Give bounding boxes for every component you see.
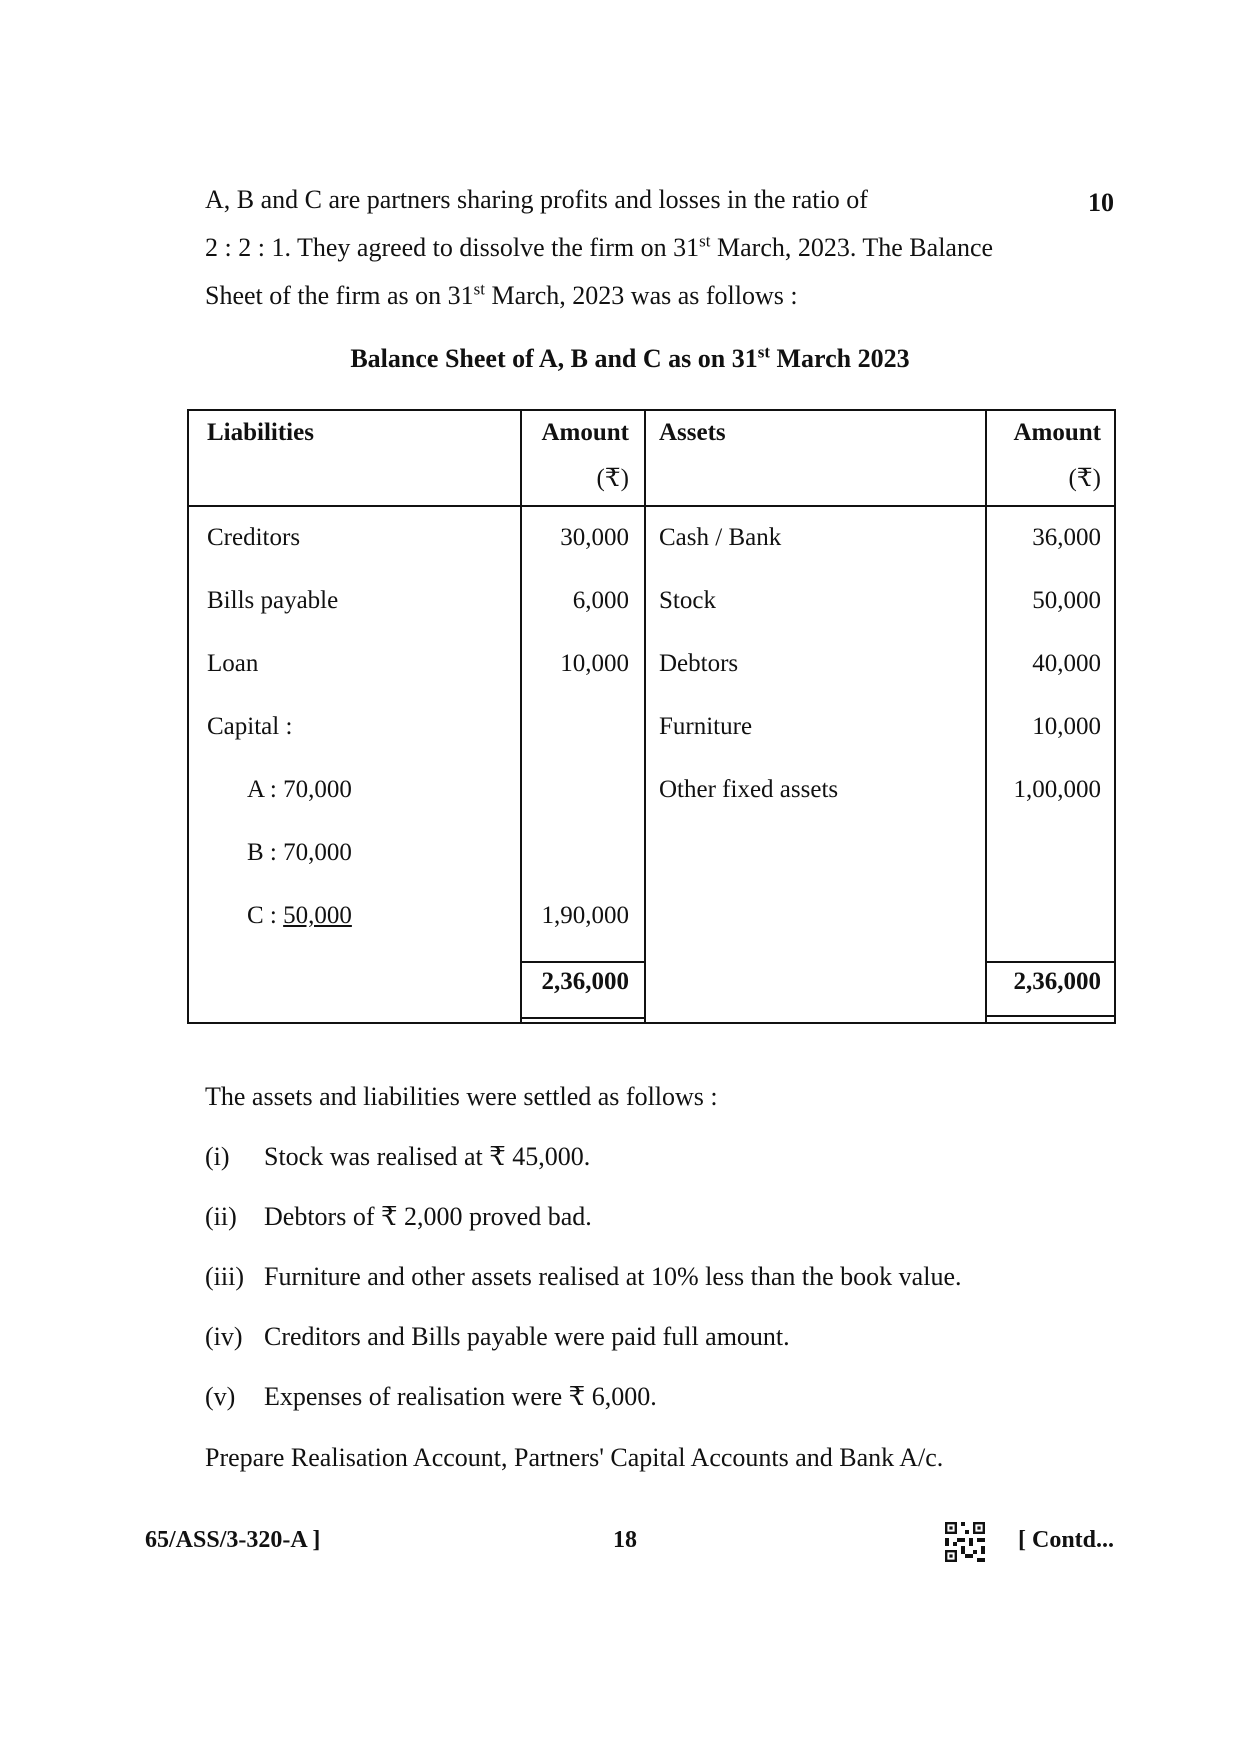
item-text: Debtors of ₹ 2,000 proved bad.: [264, 1202, 592, 1231]
liability-label: Creditors: [207, 524, 301, 551]
liability-label: Bills payable: [207, 587, 339, 614]
total-rule-top: [985, 961, 1116, 963]
item-text: Stock was realised at ₹ 45,000.: [264, 1142, 591, 1171]
page-number: 18: [613, 1527, 637, 1553]
item-number: (iii): [205, 1262, 244, 1291]
header-assets: Assets: [659, 419, 726, 446]
header-liabilities: Liabilities: [207, 419, 314, 446]
instruction: Prepare Realisation Account, Partners' Capital Accounts and Bank A/c.: [205, 1443, 944, 1472]
asset-label: Furniture: [659, 713, 753, 740]
capital-total-amount: 1,90,000: [541, 902, 629, 929]
question-line-1: A, B and C are partners sharing profits and losses in the ratio of: [205, 185, 868, 214]
header-amount-liabilities: Amount: [541, 419, 629, 446]
item-number: (v): [205, 1382, 236, 1411]
asset-amount: 40,000: [1032, 650, 1101, 677]
item-number: (i): [205, 1142, 230, 1171]
liability-label: Capital :: [207, 713, 293, 740]
marks-label: 10: [1088, 188, 1114, 217]
liability-label: Loan: [207, 650, 259, 677]
asset-amount: 10,000: [1032, 713, 1101, 740]
continued-label: [ Contd...: [1018, 1527, 1115, 1553]
header-currency-liabilities: (₹): [596, 465, 629, 492]
asset-label: Cash / Bank: [659, 524, 782, 551]
asset-label: Debtors: [659, 650, 739, 677]
total-rule-bottom: [520, 1017, 644, 1019]
liability-amount: 30,000: [560, 524, 629, 551]
column-divider: [644, 411, 646, 1022]
total-liabilities: 2,36,000: [541, 968, 629, 995]
capital-c: C : 50,000: [247, 902, 352, 929]
asset-amount: 50,000: [1032, 587, 1101, 614]
asset-label: Stock: [659, 587, 716, 614]
question-line-3: Sheet of the firm as on 31st March, 2023 was as follows :: [205, 279, 798, 310]
table-title: Balance Sheet of A, B and C as on 31st March 2023: [350, 342, 910, 373]
header-currency-assets: (₹): [1068, 465, 1101, 492]
item-text: Expenses of realisation were ₹ 6,000.: [264, 1382, 657, 1411]
item-number: (ii): [205, 1202, 237, 1231]
balance-sheet-table: [187, 409, 1116, 1024]
paper-code: 65/ASS/3-320-A ]: [145, 1527, 321, 1553]
question-line-2: 2 : 2 : 1. They agreed to dissolve the firm on 31st March, 2023. The Balance: [205, 231, 994, 262]
item-text: Furniture and other assets realised at 10% less than the book value.: [264, 1262, 962, 1291]
capital-a: A : 70,000: [247, 776, 352, 803]
header-amount-assets: Amount: [1013, 419, 1101, 446]
liability-amount: 10,000: [560, 650, 629, 677]
asset-amount: 36,000: [1032, 524, 1101, 551]
asset-label: Other fixed assets: [659, 776, 839, 803]
qr-code-icon: [945, 1522, 985, 1562]
column-divider: [520, 411, 522, 1022]
item-number: (iv): [205, 1322, 243, 1351]
capital-b: B : 70,000: [247, 839, 352, 866]
header-divider: [189, 505, 1114, 507]
total-rule-bottom: [985, 1015, 1116, 1017]
settlement-intro: The assets and liabilities were settled as follows :: [205, 1082, 718, 1111]
total-rule-top: [520, 961, 644, 963]
total-assets: 2,36,000: [1013, 968, 1101, 995]
item-text: Creditors and Bills payable were paid full amount.: [264, 1322, 790, 1351]
asset-amount: 1,00,000: [1013, 776, 1101, 803]
liability-amount: 6,000: [572, 587, 629, 614]
